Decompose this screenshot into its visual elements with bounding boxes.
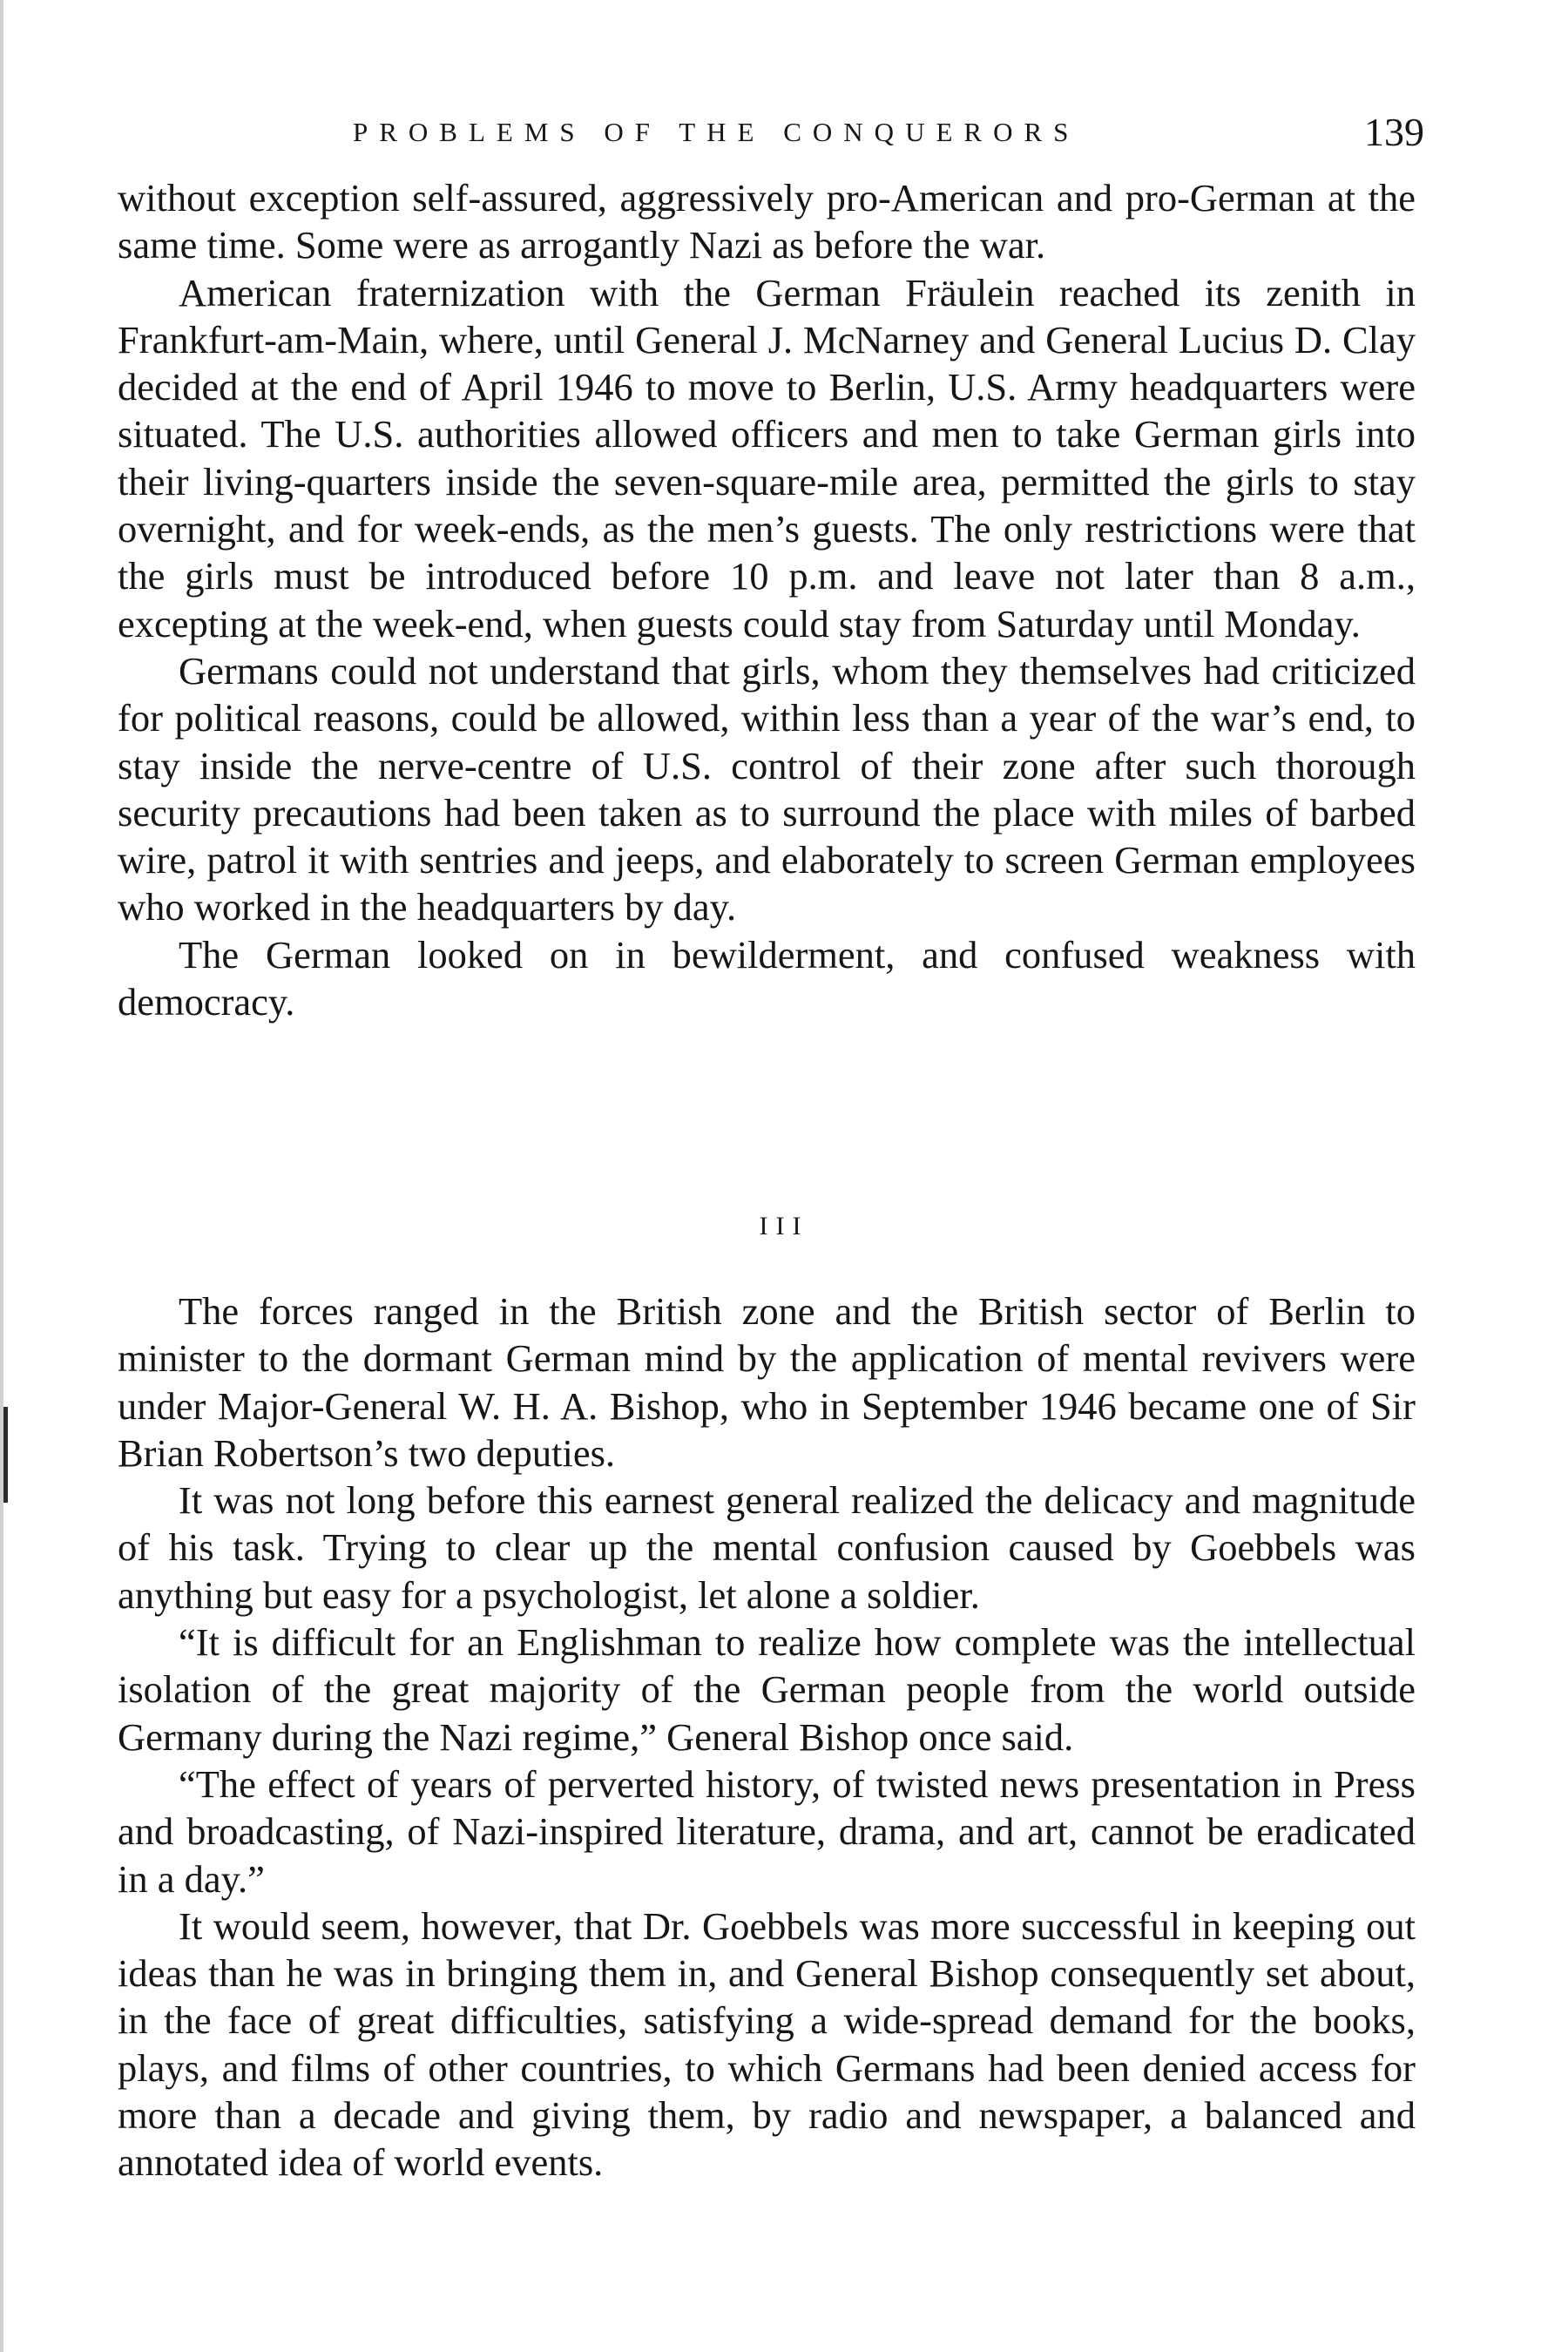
- paragraph: American fraternization with the German Fräulein reached its zenith in Frankfurt-am-Main, where, until General J. McNarney and General Lucius D. Clay decided at the end of April 1946 to move to Berlin, U.S. Army headquarters were situated. The U.S. authorities allowed officers and men to take German girls into their living-quarters inside the seven-square-mile area, permitted the girls to stay overnight, and for week-ends, as the men’s guests. The only restrictions were that the girls must be introduced before 10 p.m. and leave not later than 8 a.m., excepting at the week-end, when guests could stay from Saturday until Monday.: [118, 270, 1416, 645]
- paragraph: “It is difficult for an Englishman to realize how complete was the intellectual isolation of the great majority of the German people from the world outside Germany during the Nazi regime,” General Bishop once said.: [118, 1620, 1416, 1759]
- text-block-section-one: [118, 174, 1416, 1025]
- running-head: [118, 112, 1424, 164]
- paragraph: It would seem, however, that Dr. Goebbels was more successful in keeping out ideas than he was in bringing them in, and General Bishop consequently set about, in the face of great difficulties, satisfying a wide-spread demand for the books, plays, and films of other countries, to which Germans had been denied access for more than a decade and giving them, by radio and newspaper, a balanced and annotated idea of world events.: [118, 1903, 1416, 2185]
- page-left-edge: [0, 0, 3, 2352]
- text-block-section-two: [118, 1288, 1416, 2186]
- section-heading: III: [759, 1212, 809, 1240]
- paragraph: The forces ranged in the British zone and the British sector of Berlin to minister to the dormant German mind by the application of mental revivers were under Major-General W. H. A. Bishop, who in September 1946 became one of Sir Brian Robertson’s two deputies.: [118, 1289, 1416, 1475]
- paragraph: Germans could not understand that girls, whom they themselves had criticized for political reasons, could be allowed, within less than a year of the war’s end, to stay inside the nerve-centre of U.S. control of their zone after such thorough security precautions had been taken as to surround the place with miles of barbed wire, patrol it with sentries and jeeps, and elaborately to screen German employees who worked in the headquarters by day.: [118, 648, 1416, 929]
- paragraph: without exception self-assured, aggressively pro-American and pro-German at the same time. Some were as arrogantly Nazi as before the war.: [118, 176, 1416, 267]
- running-title: PROBLEMS OF THE CONQUERORS: [353, 117, 1080, 147]
- paragraph: It was not long before this earnest general realized the delicacy and magnitude of his task. Trying to clear up the mental confusion caused by Goebbels was anything but easy for a psychologist, let alone a soldier.: [118, 1478, 1416, 1617]
- page-number: 139: [1364, 110, 1424, 154]
- paragraph: The German looked on in bewilderment, and confused weakness with democracy.: [118, 932, 1416, 1024]
- paragraph: “The effect of years of perverted history, of twisted news presentation in Press and broadcasting, of Nazi-inspired literature, drama, and art, cannot be eradicated in a day.”: [118, 1761, 1416, 1901]
- margin-scan-mark: [3, 1407, 8, 1503]
